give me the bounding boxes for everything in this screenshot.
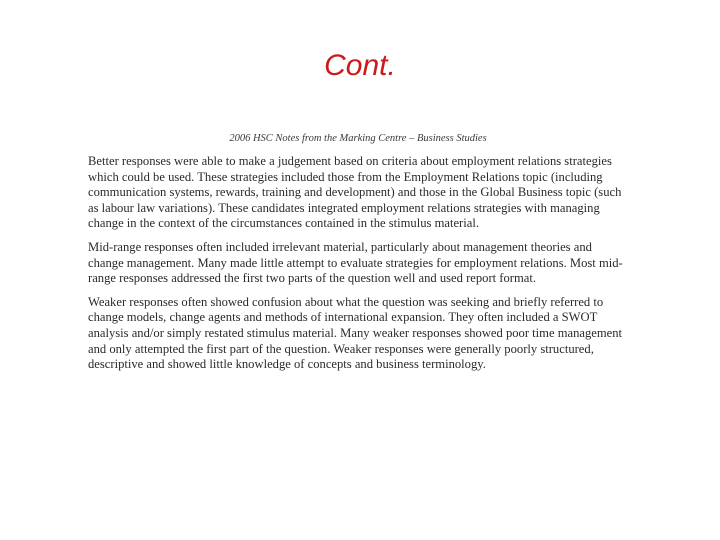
scanned-document-image — [88, 126, 628, 456]
paragraph-weaker-responses: Weaker responses often showed confusion about what the question was seeking and briefly referred to change models, change agents and methods of international expansion. They often included a SWOT analysis and/or simply restated stimulus material. Many weaker responses showed poor time management and only attempted the first part of the question. Weaker responses were generally poorly structured, descriptive and showed little knowledge of concepts and business terminology. — [88, 294, 623, 372]
paragraph-mid-range-responses: Mid-range responses often included irrelevant material, particularly about management theories and change management. Many made little attempt to evaluate strategies for employment relations. Most mid-range responses addressed the first two parts of the question well and used report format. — [88, 239, 623, 286]
slide-title: Cont. — [324, 49, 396, 82]
document-header: 2006 HSC Notes from the Marking Centre – Business Studies — [229, 133, 487, 144]
paragraph-better-responses: Better responses were able to make a judgement based on criteria about employment relations strategies which could be used. These strategies included those from the Employment Relations topic (including communication systems, rewards, training and development) and those in the Global Business topic (such as labour law variations). These candidates integrated employment relations strategies with managing change in the context of the circumstances contained in the stimulus material. — [88, 154, 622, 231]
